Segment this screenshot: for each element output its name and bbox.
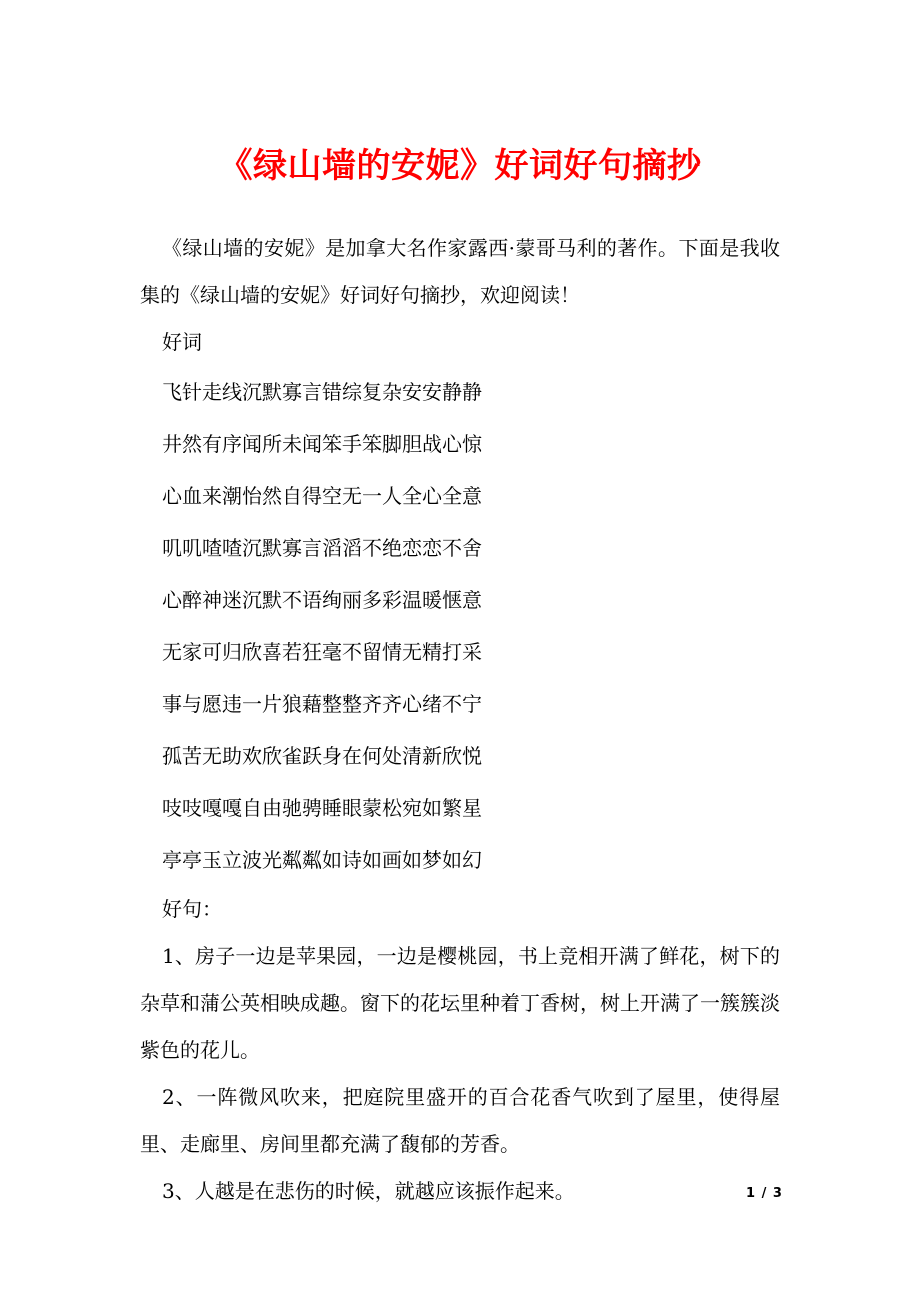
- words-heading: 好词: [162, 330, 202, 354]
- intro-paragraph: 《绿山墙的安妮》是加拿大名作家露西·蒙哥马利的著作。下面是我收集的《绿山墙的安妮》好词好句摘抄，欢迎阅读！: [140, 236, 780, 307]
- word-line: 心血来潮怡然自得空无一人全心全意: [162, 484, 482, 508]
- word-line: 事与愿违一片狼藉整整齐齐心绪不宁: [162, 692, 482, 716]
- sentence-item: 1、房子一边是苹果园，一边是樱桃园，书上竞相开满了鲜花，树下的杂草和蒲公英相映成趣。窗下的花坛里种着丁香树，树上开满了一簇簇淡紫色的花儿。: [140, 944, 780, 1062]
- word-line: 吱吱嘎嘎自由驰骋睡眼蒙松宛如繁星: [162, 796, 482, 820]
- word-line: 亭亭玉立波光粼粼如诗如画如梦如幻: [162, 848, 482, 872]
- page-number: 1 / 3: [746, 1186, 783, 1201]
- word-line: 叽叽喳喳沉默寡言滔滔不绝恋恋不舍: [162, 536, 482, 560]
- page-title: 《绿山墙的安妮》好词好句摘抄: [218, 146, 702, 186]
- sentence-item: 2、一阵微风吹来，把庭院里盛开的百合花香气吹到了屋里，使得屋里、走廊里、房间里都充满了馥郁的芳香。: [140, 1085, 780, 1156]
- sentences-heading: 好句：: [162, 897, 222, 921]
- word-line: 井然有序闻所未闻笨手笨脚胆战心惊: [162, 432, 482, 456]
- word-line: 心醉神迷沉默不语绚丽多彩温暖惬意: [162, 588, 482, 612]
- word-line: 无家可归欣喜若狂毫不留情无精打采: [162, 640, 482, 664]
- document-body: [140, 225, 780, 1215]
- word-line: 孤苦无助欢欣雀跃身在何处清新欣悦: [162, 744, 482, 768]
- sentence-item: 3、人越是在悲伤的时候，就越应该振作起来。: [162, 1179, 575, 1203]
- word-line: 飞针走线沉默寡言错综复杂安安静静: [162, 380, 482, 404]
